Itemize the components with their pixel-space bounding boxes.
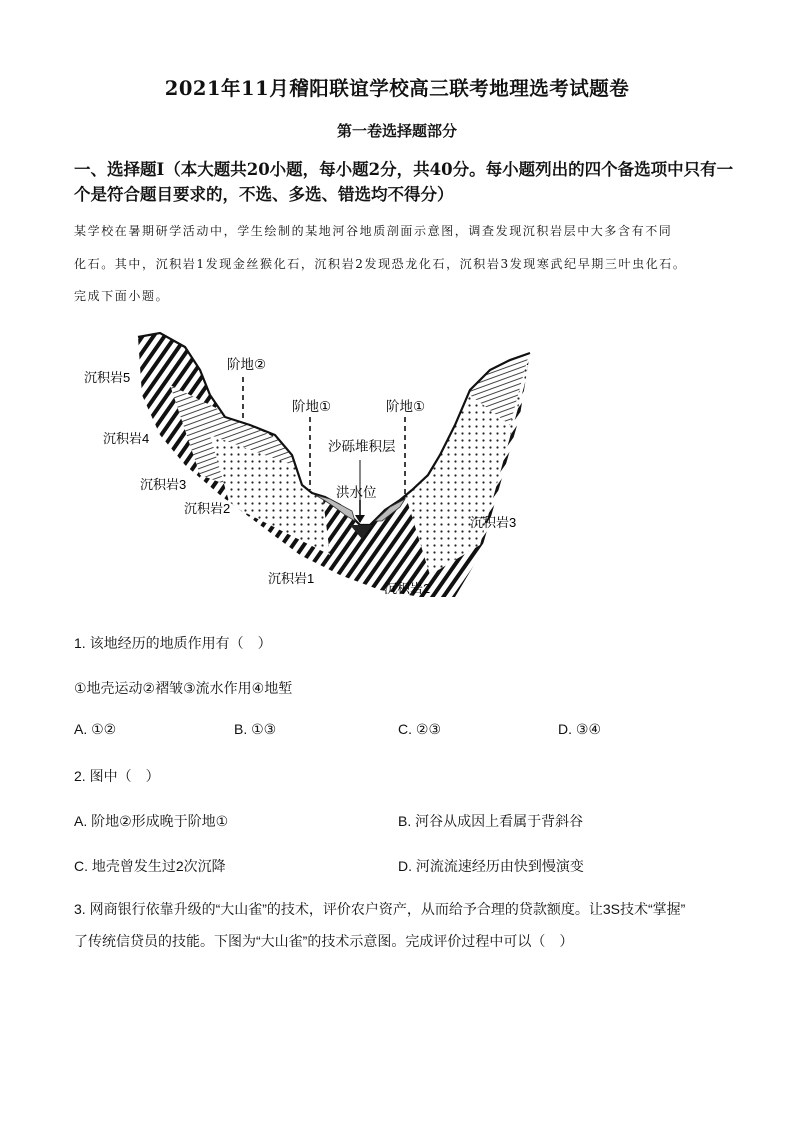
rock-strata [60,325,550,605]
label-rock2-right: 沉积岩2 [384,581,431,596]
question-1-option-d[interactable]: D. ③④ [558,721,601,737]
label-rock3-left: 沉积岩3 [140,477,187,492]
exam-title: 2021年11月稽阳联谊学校高三联考地理选考试题卷 [164,77,630,100]
passage-line1: 某学校在暑期研学活动中，学生绘制的某地河谷地质剖面示意图，调查发现沉积岩层中大多含有不同 [74,224,673,238]
question-1-option-b[interactable]: B. ①③ [234,721,277,737]
question-2-stem: 2. 图中（ ） [74,768,160,784]
label-rock5: 沉积岩5 [84,370,131,385]
question-1-option-a[interactable]: A. ①② [74,721,117,737]
question-2-option-d[interactable]: D. 河流流速经历由快到慢演变 [398,858,584,874]
question-2-option-c[interactable]: C. 地壳曾发生过2次沉降 [74,858,226,874]
question-1-option-c[interactable]: C. ②③ [398,721,441,737]
label-terrace1-right: 阶地① [386,399,426,414]
question-1-stem: 1. 该地经历的地质作用有（ ） [74,635,272,651]
question-1-items: ①地壳运动②褶皱③流水作用④地堑 [74,680,293,696]
passage-line2: 化石。其中，沉积岩1发现金丝猴化石，沉积岩2发现恐龙化石，沉积岩3发现寒武纪早期三叶虫化石。 [74,257,687,271]
label-gravel-layer: 沙砾堆积层 [328,439,396,454]
label-terrace2: 阶地② [227,357,267,372]
label-rock3-right: 沉积岩3 [470,515,517,530]
question-2-option-b[interactable]: B. 河谷从成因上看属于背斜谷 [398,813,584,829]
section-heading-line2: 个是符合题目要求的，不选、多选、错选均不得分） [74,185,454,204]
label-flood-level: 洪水位 [336,485,377,500]
label-terrace1-left: 阶地① [292,399,332,414]
question-3-stem-line2: 了传统信贷员的技能。下图为“大山雀”的技术示意图。完成评价过程中可以（ ） [74,933,574,949]
passage-line3: 完成下面小题。 [74,289,170,303]
question-3-stem-line1: 3. 网商银行依靠升级的“大山雀”的技术，评价农户资产，从而给予合理的贷款额度。让3S技术“掌握” [74,901,686,917]
label-rock1: 沉积岩1 [268,571,315,586]
section-heading-line1: 一、选择题Ⅰ（本大题共20小题，每小题2分，共40分。每小题列出的四个备选项中只有一 [74,160,734,179]
label-rock2-left: 沉积岩2 [184,501,231,516]
question-2-option-a[interactable]: A. 阶地②形成晚于阶地① [74,813,229,829]
volume-title: 第一卷选择题部分 [336,122,457,140]
label-rock4: 沉积岩4 [103,431,150,446]
river-valley-cross-section-figure [60,325,550,605]
